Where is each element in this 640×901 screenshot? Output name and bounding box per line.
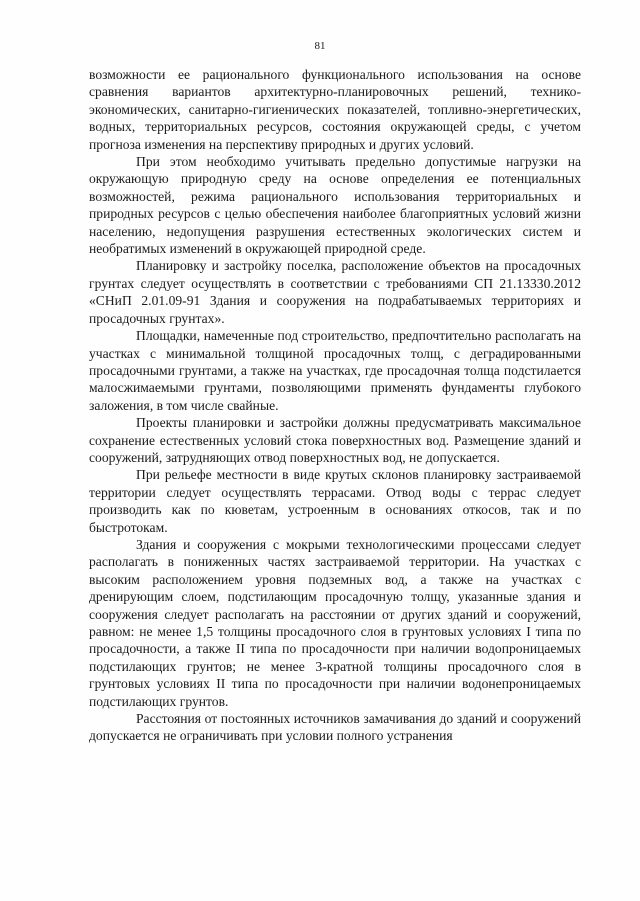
page-number: 81 <box>314 40 326 52</box>
paragraph-environmental-loads: При этом необходимо учитывать предельно допустимые нагрузки на окружающую природную среду на основе определения ее потенциальных возможностей, режима рационального использования территориальных и природных ресурсов с целью обеспечения наиболее благоприятных условий жизни населению, недопущения разрушения естественных экологических систем и необратимых изменений в окружающей природной среде. <box>89 154 581 257</box>
paragraph-terraces: При рельефе местности в виде крутых склонов планировку застраиваемой территории следует осуществлять террасами. Отвод воды с террас следует производить как по кюветам, устроенным в основаниях откосов, так и по быстротокам. <box>89 467 581 535</box>
paragraph-surface-runoff: Проекты планировки и застройки должны предусматривать максимальное сохранение естественных условий стока поверхностных вод. Размещение зданий и сооружений, затрудняющих отвод поверхностных вод, не допускается. <box>89 415 581 465</box>
paragraph-construction-sites: Площадки, намеченные под строительство, предпочтительно располагать на участках с минимальной толщиной просадочных толщ, с деградированными просадочными грунтами, а также на участках, где просадочная толща подстилается малосжимаемыми грунтами, позволяющими применять фундаменты глубокого заложения, в том числе свайные. <box>89 328 581 413</box>
paragraph-subsidence-soils-planning: Планировку и застройку поселка, расположение объектов на просадочных грунтах следует осуществлять в соответствии с требованиями СП 21.13330.2012 «СНиП 2.01.09-91 Здания и сооружения на подрабатываемых территориях и просадочных грунтах». <box>89 258 581 326</box>
paragraph-wetting-sources: Расстояния от постоянных источников замачивания до зданий и сооружений допускается не ограничивать при условии полного устранения <box>89 711 581 744</box>
paragraph-wet-processes: Здания и сооружения с мокрыми технологическими процессами следует располагать в пониженных частях застраиваемой территории. На участках с высоким расположением уровня подземных вод, а также на участках с дренирующим слоем, подстилающим просадочную толщу, указанные здания и сооружения следует располагать на расстоянии от других зданий и сооружений, равном: не менее 1,5 толщины просадочного слоя в грунтовых условиях I типа по просадочности, а также II типа по просадочности при наличии водопроницаемых подстилающих грунтов; не менее 3-кратной толщины просадочного слоя в грунтовых условиях II типа по просадочности при наличии водонепроницаемых подстилающих грунтов. <box>89 536 581 709</box>
body-text <box>89 66 581 745</box>
paragraph-continuation: возможности ее рационального функционального использования на основе сравнения вариантов архитектурно-планировочных решений, технико-экономических, санитарно-гигиенических показателей, топливно-энергетических, водных, территориальных ресурсов, состояния окружающей среды, с учетом прогноза изменения на перспективу природных и других условий. <box>89 67 581 152</box>
